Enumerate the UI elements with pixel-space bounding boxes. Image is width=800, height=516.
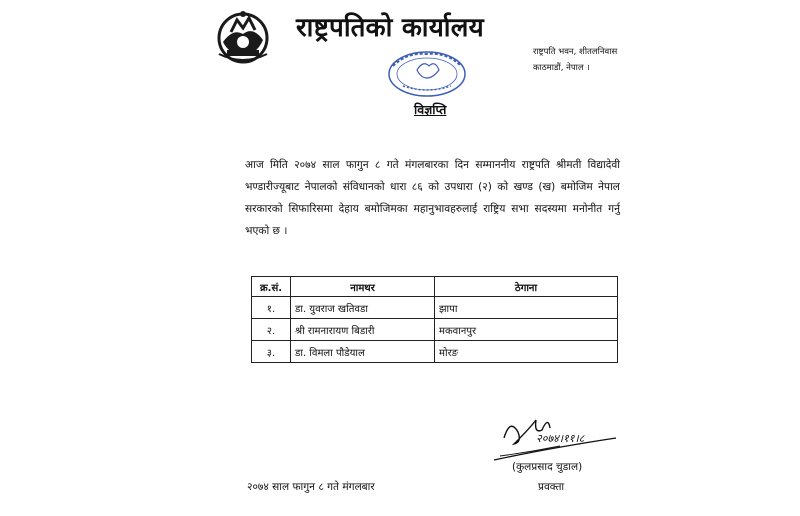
office-title: राष्ट्रपतिको कार्यालय: [296, 13, 484, 43]
row-address: झापा: [435, 297, 618, 319]
release-date: २०७४ साल फागुन ८ गते मंगलबार: [247, 481, 375, 493]
office-seal-stamp-icon: [387, 50, 467, 98]
office-address: [533, 44, 617, 76]
row-serial: १.: [252, 297, 291, 319]
address-line-2: काठमाडौं, नेपाल ।: [533, 63, 590, 73]
nominees-table: [251, 276, 618, 363]
row-name: डा. युवराज खतिवडा: [291, 297, 435, 319]
row-name: श्री रामनारायण बिडारी: [291, 319, 435, 341]
table-row: [252, 341, 618, 363]
notice-heading: विज्ञप्ति: [414, 102, 447, 117]
nepal-emblem-icon: [213, 8, 273, 64]
column-header-name: नामथर: [291, 277, 435, 297]
row-serial: २.: [252, 319, 291, 341]
handwritten-signature: [490, 408, 620, 464]
table-header-row: [252, 277, 618, 297]
table-row: [252, 297, 618, 319]
row-address: मकवानपुर: [435, 319, 618, 341]
row-address: मोरङ: [435, 341, 618, 363]
address-line-1: राष्ट्रपति भवन, शीतलनिवास: [533, 47, 618, 57]
signer-title: प्रवक्ता: [538, 481, 565, 493]
table-row: [252, 319, 618, 341]
row-name: डा. विमला पौडेयाल: [291, 341, 435, 363]
signer-name: (कुलप्रसाद चुडाल): [512, 461, 583, 473]
row-serial: ३.: [252, 341, 291, 363]
notice-paragraph: आज मिति २०७४ साल फागुन ८ गते मंगलबारका दिन सम्माननीय राष्ट्रपति श्रीमती विद्यादेवी भण्डारीज्यूबाट नेपालको संविधानको धारा ८६ को उपधारा (२) को खण्ड (ख) बमोजिम नेपाल सरकारको सिफारिसमा देहाय बमोजिमका महानुभावहरुलाई राष्ट्रिय सभा सदस्यमा मनोनीत गर्नु भएको छ ।: [245, 159, 620, 237]
column-header-address: ठेगाना: [435, 277, 618, 297]
signature-date-scrawl: २०७४।११।८: [536, 432, 585, 445]
column-header-serial: क्र.सं.: [252, 277, 291, 297]
